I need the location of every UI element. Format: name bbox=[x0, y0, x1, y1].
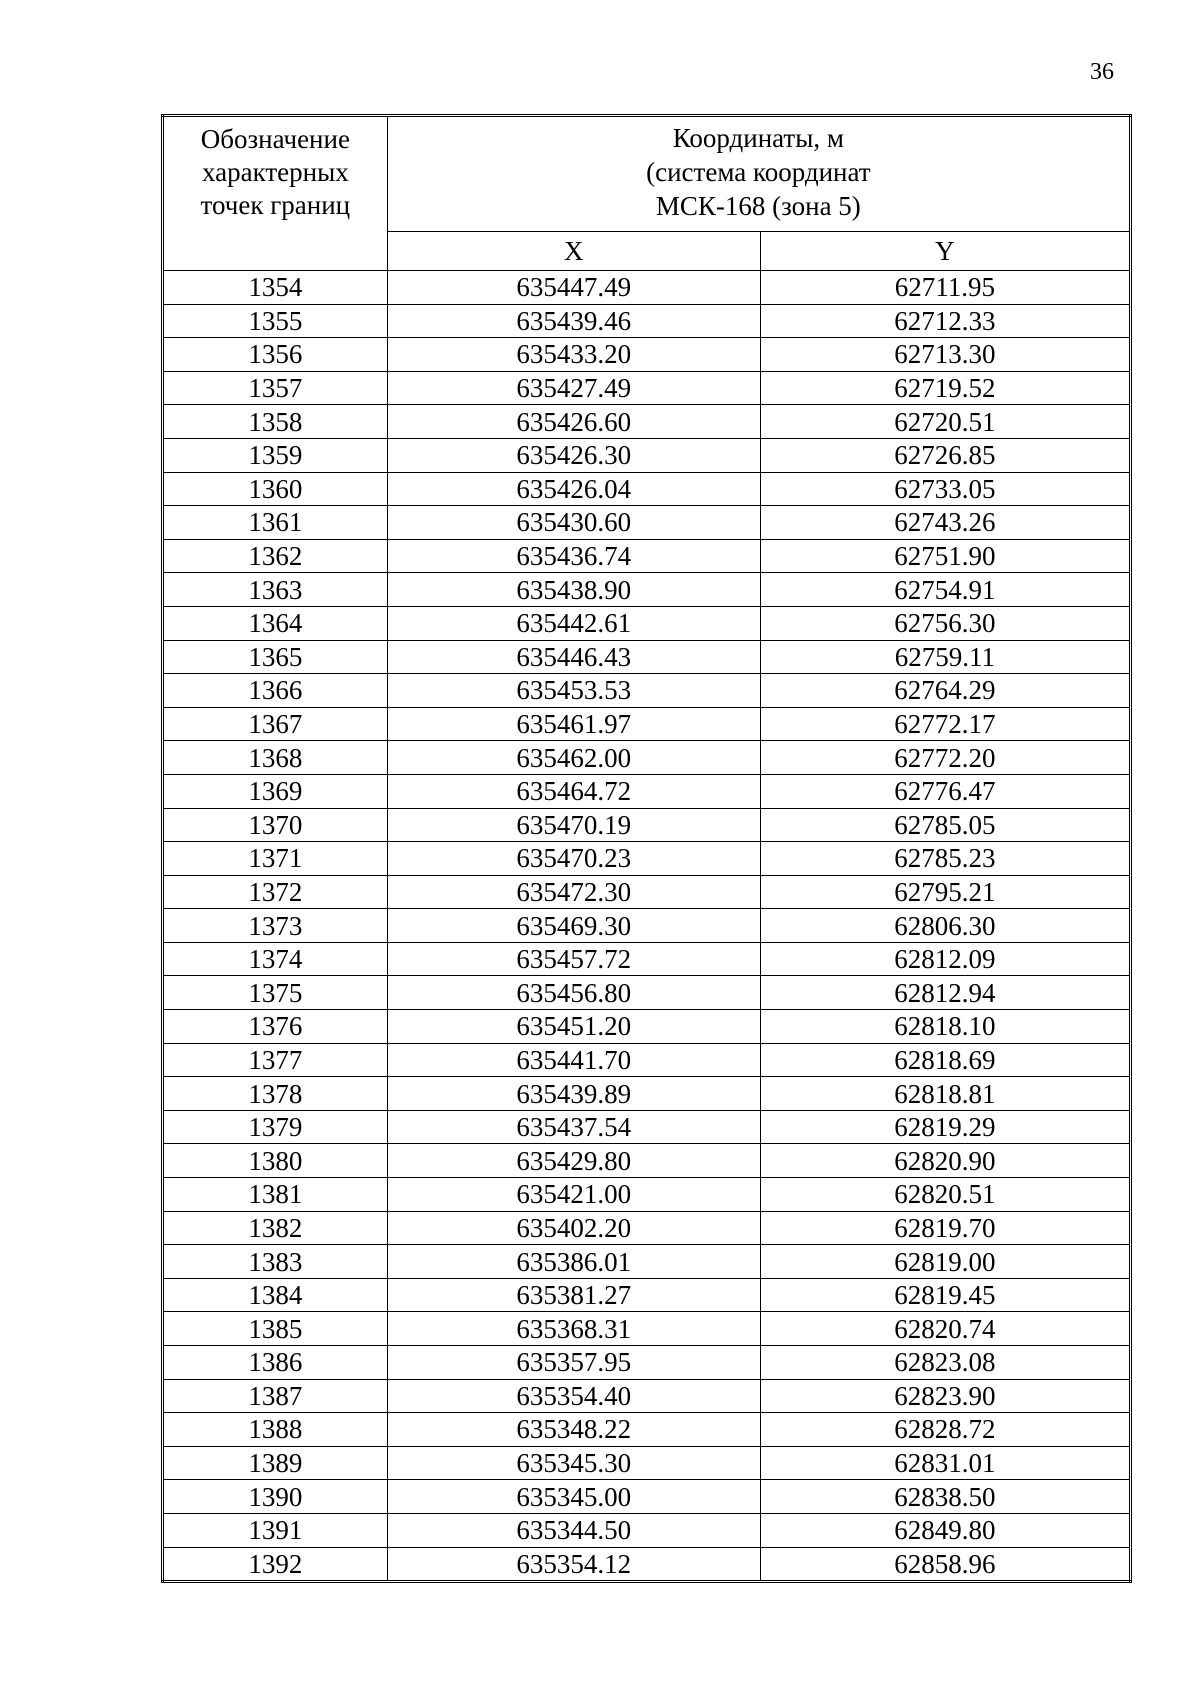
table-row bbox=[163, 640, 1131, 674]
x-cell: 635470.23 bbox=[387, 842, 760, 876]
point-cell: 1392 bbox=[163, 1547, 388, 1582]
x-cell: 635437.54 bbox=[387, 1110, 760, 1144]
y-cell: 62849.80 bbox=[760, 1513, 1130, 1547]
x-cell: 635426.04 bbox=[387, 472, 760, 506]
y-cell: 62720.51 bbox=[760, 405, 1130, 439]
table-row bbox=[163, 1144, 1131, 1178]
header-coords-line: МСК-168 (зона 5) bbox=[655, 191, 861, 221]
point-cell: 1365 bbox=[163, 640, 388, 674]
point-cell: 1358 bbox=[163, 405, 388, 439]
x-cell: 635402.20 bbox=[387, 1211, 760, 1245]
table-row bbox=[163, 1547, 1131, 1582]
table-row bbox=[163, 1312, 1131, 1346]
point-cell: 1359 bbox=[163, 438, 388, 472]
page-number: 36 bbox=[1090, 59, 1114, 85]
y-cell: 62776.47 bbox=[760, 774, 1130, 808]
point-cell: 1384 bbox=[163, 1278, 388, 1312]
y-cell: 62819.45 bbox=[760, 1278, 1130, 1312]
table-row bbox=[163, 842, 1131, 876]
y-cell: 62754.91 bbox=[760, 573, 1130, 607]
table-row bbox=[163, 472, 1131, 506]
x-cell: 635345.00 bbox=[387, 1480, 760, 1514]
x-cell: 635436.74 bbox=[387, 539, 760, 573]
point-cell: 1363 bbox=[163, 573, 388, 607]
y-cell: 62812.09 bbox=[760, 942, 1130, 976]
point-cell: 1355 bbox=[163, 304, 388, 338]
table-row bbox=[163, 1245, 1131, 1279]
table-row bbox=[163, 674, 1131, 708]
table-row bbox=[163, 909, 1131, 943]
x-cell: 635426.30 bbox=[387, 438, 760, 472]
table-row bbox=[163, 539, 1131, 573]
point-cell: 1370 bbox=[163, 808, 388, 842]
table-row bbox=[163, 1178, 1131, 1212]
point-cell: 1366 bbox=[163, 674, 388, 708]
x-cell: 635433.20 bbox=[387, 338, 760, 372]
x-cell: 635354.12 bbox=[387, 1547, 760, 1582]
x-cell: 635472.30 bbox=[387, 875, 760, 909]
table-row bbox=[163, 405, 1131, 439]
point-cell: 1383 bbox=[163, 1245, 388, 1279]
y-cell: 62772.20 bbox=[760, 741, 1130, 775]
point-cell: 1364 bbox=[163, 606, 388, 640]
table-row bbox=[163, 304, 1131, 338]
point-cell: 1372 bbox=[163, 875, 388, 909]
y-cell: 62823.90 bbox=[760, 1379, 1130, 1413]
x-cell: 635439.89 bbox=[387, 1077, 760, 1111]
x-cell: 635429.80 bbox=[387, 1144, 760, 1178]
table-row bbox=[163, 1413, 1131, 1447]
table-row bbox=[163, 741, 1131, 775]
header-y: Y bbox=[760, 232, 1130, 271]
table-row bbox=[163, 1077, 1131, 1111]
header-point-line: точек границ bbox=[200, 190, 351, 220]
y-cell: 62812.94 bbox=[760, 976, 1130, 1010]
table-row bbox=[163, 1480, 1131, 1514]
header-point-line: Обозначение bbox=[200, 124, 350, 154]
y-cell: 62764.29 bbox=[760, 674, 1130, 708]
point-cell: 1380 bbox=[163, 1144, 388, 1178]
point-cell: 1369 bbox=[163, 774, 388, 808]
x-cell: 635453.53 bbox=[387, 674, 760, 708]
point-cell: 1356 bbox=[163, 338, 388, 372]
table-row bbox=[163, 1446, 1131, 1480]
y-cell: 62818.10 bbox=[760, 1010, 1130, 1044]
point-cell: 1368 bbox=[163, 741, 388, 775]
point-cell: 1354 bbox=[163, 271, 388, 305]
y-cell: 62818.69 bbox=[760, 1043, 1130, 1077]
y-cell: 62819.00 bbox=[760, 1245, 1130, 1279]
y-cell: 62759.11 bbox=[760, 640, 1130, 674]
point-cell: 1385 bbox=[163, 1312, 388, 1346]
table-row bbox=[163, 438, 1131, 472]
y-cell: 62838.50 bbox=[760, 1480, 1130, 1514]
point-cell: 1387 bbox=[163, 1379, 388, 1413]
y-cell: 62820.51 bbox=[760, 1178, 1130, 1212]
table-body bbox=[163, 271, 1131, 1582]
point-cell: 1390 bbox=[163, 1480, 388, 1514]
x-cell: 635348.22 bbox=[387, 1413, 760, 1447]
table-row bbox=[163, 506, 1131, 540]
y-cell: 62751.90 bbox=[760, 539, 1130, 573]
table-row bbox=[163, 1379, 1131, 1413]
x-cell: 635464.72 bbox=[387, 774, 760, 808]
header-x: X bbox=[387, 232, 760, 271]
y-cell: 62713.30 bbox=[760, 338, 1130, 372]
y-cell: 62756.30 bbox=[760, 606, 1130, 640]
x-cell: 635354.40 bbox=[387, 1379, 760, 1413]
table-row bbox=[163, 271, 1131, 305]
point-cell: 1360 bbox=[163, 472, 388, 506]
y-cell: 62719.52 bbox=[760, 371, 1130, 405]
table-row bbox=[163, 1346, 1131, 1380]
point-cell: 1374 bbox=[163, 942, 388, 976]
y-cell: 62819.29 bbox=[760, 1110, 1130, 1144]
x-cell: 635357.95 bbox=[387, 1346, 760, 1380]
table-row bbox=[163, 1278, 1131, 1312]
y-cell: 62820.74 bbox=[760, 1312, 1130, 1346]
x-cell: 635451.20 bbox=[387, 1010, 760, 1044]
table-row bbox=[163, 707, 1131, 741]
x-cell: 635386.01 bbox=[387, 1245, 760, 1279]
table-row bbox=[163, 942, 1131, 976]
table-row bbox=[163, 1043, 1131, 1077]
point-cell: 1386 bbox=[163, 1346, 388, 1380]
table-row bbox=[163, 774, 1131, 808]
x-cell: 635470.19 bbox=[387, 808, 760, 842]
table-row bbox=[163, 1513, 1131, 1547]
point-cell: 1377 bbox=[163, 1043, 388, 1077]
y-cell: 62831.01 bbox=[760, 1446, 1130, 1480]
header-coords-line: (система координат bbox=[646, 157, 871, 187]
point-cell: 1357 bbox=[163, 371, 388, 405]
x-cell: 635441.70 bbox=[387, 1043, 760, 1077]
header-point-line: характерных bbox=[201, 157, 349, 187]
table-row bbox=[163, 1010, 1131, 1044]
table-row bbox=[163, 875, 1131, 909]
table-row bbox=[163, 1211, 1131, 1245]
coordinates-table bbox=[161, 114, 1132, 1583]
y-cell: 62823.08 bbox=[760, 1346, 1130, 1380]
table-row bbox=[163, 606, 1131, 640]
table-row bbox=[163, 338, 1131, 372]
point-cell: 1382 bbox=[163, 1211, 388, 1245]
point-cell: 1381 bbox=[163, 1178, 388, 1212]
table-row bbox=[163, 808, 1131, 842]
header-coordinates bbox=[387, 116, 1130, 232]
x-cell: 635457.72 bbox=[387, 942, 760, 976]
y-cell: 62711.95 bbox=[760, 271, 1130, 305]
y-cell: 62743.26 bbox=[760, 506, 1130, 540]
x-cell: 635426.60 bbox=[387, 405, 760, 439]
y-cell: 62828.72 bbox=[760, 1413, 1130, 1447]
y-cell: 62818.81 bbox=[760, 1077, 1130, 1111]
x-cell: 635446.43 bbox=[387, 640, 760, 674]
point-cell: 1388 bbox=[163, 1413, 388, 1447]
y-cell: 62712.33 bbox=[760, 304, 1130, 338]
point-cell: 1376 bbox=[163, 1010, 388, 1044]
y-cell: 62819.70 bbox=[760, 1211, 1130, 1245]
y-cell: 62806.30 bbox=[760, 909, 1130, 943]
point-cell: 1367 bbox=[163, 707, 388, 741]
x-cell: 635456.80 bbox=[387, 976, 760, 1010]
x-cell: 635438.90 bbox=[387, 573, 760, 607]
y-cell: 62795.21 bbox=[760, 875, 1130, 909]
x-cell: 635381.27 bbox=[387, 1278, 760, 1312]
table-row bbox=[163, 371, 1131, 405]
header-point-designation bbox=[163, 116, 388, 271]
table-row bbox=[163, 976, 1131, 1010]
point-cell: 1373 bbox=[163, 909, 388, 943]
point-cell: 1371 bbox=[163, 842, 388, 876]
x-cell: 635461.97 bbox=[387, 707, 760, 741]
table-row bbox=[163, 1110, 1131, 1144]
y-cell: 62785.05 bbox=[760, 808, 1130, 842]
x-cell: 635430.60 bbox=[387, 506, 760, 540]
y-cell: 62772.17 bbox=[760, 707, 1130, 741]
y-cell: 62858.96 bbox=[760, 1547, 1130, 1582]
x-cell: 635344.50 bbox=[387, 1513, 760, 1547]
table-header bbox=[163, 116, 1131, 271]
x-cell: 635439.46 bbox=[387, 304, 760, 338]
point-cell: 1391 bbox=[163, 1513, 388, 1547]
x-cell: 635368.31 bbox=[387, 1312, 760, 1346]
point-cell: 1362 bbox=[163, 539, 388, 573]
x-cell: 635345.30 bbox=[387, 1446, 760, 1480]
header-coords-line: Координаты, м bbox=[672, 123, 844, 153]
y-cell: 62733.05 bbox=[760, 472, 1130, 506]
point-cell: 1389 bbox=[163, 1446, 388, 1480]
y-cell: 62785.23 bbox=[760, 842, 1130, 876]
x-cell: 635469.30 bbox=[387, 909, 760, 943]
x-cell: 635427.49 bbox=[387, 371, 760, 405]
point-cell: 1375 bbox=[163, 976, 388, 1010]
x-cell: 635421.00 bbox=[387, 1178, 760, 1212]
y-cell: 62820.90 bbox=[760, 1144, 1130, 1178]
point-cell: 1361 bbox=[163, 506, 388, 540]
x-cell: 635462.00 bbox=[387, 741, 760, 775]
x-cell: 635442.61 bbox=[387, 606, 760, 640]
x-cell: 635447.49 bbox=[387, 271, 760, 305]
table-row bbox=[163, 573, 1131, 607]
point-cell: 1379 bbox=[163, 1110, 388, 1144]
y-cell: 62726.85 bbox=[760, 438, 1130, 472]
point-cell: 1378 bbox=[163, 1077, 388, 1111]
